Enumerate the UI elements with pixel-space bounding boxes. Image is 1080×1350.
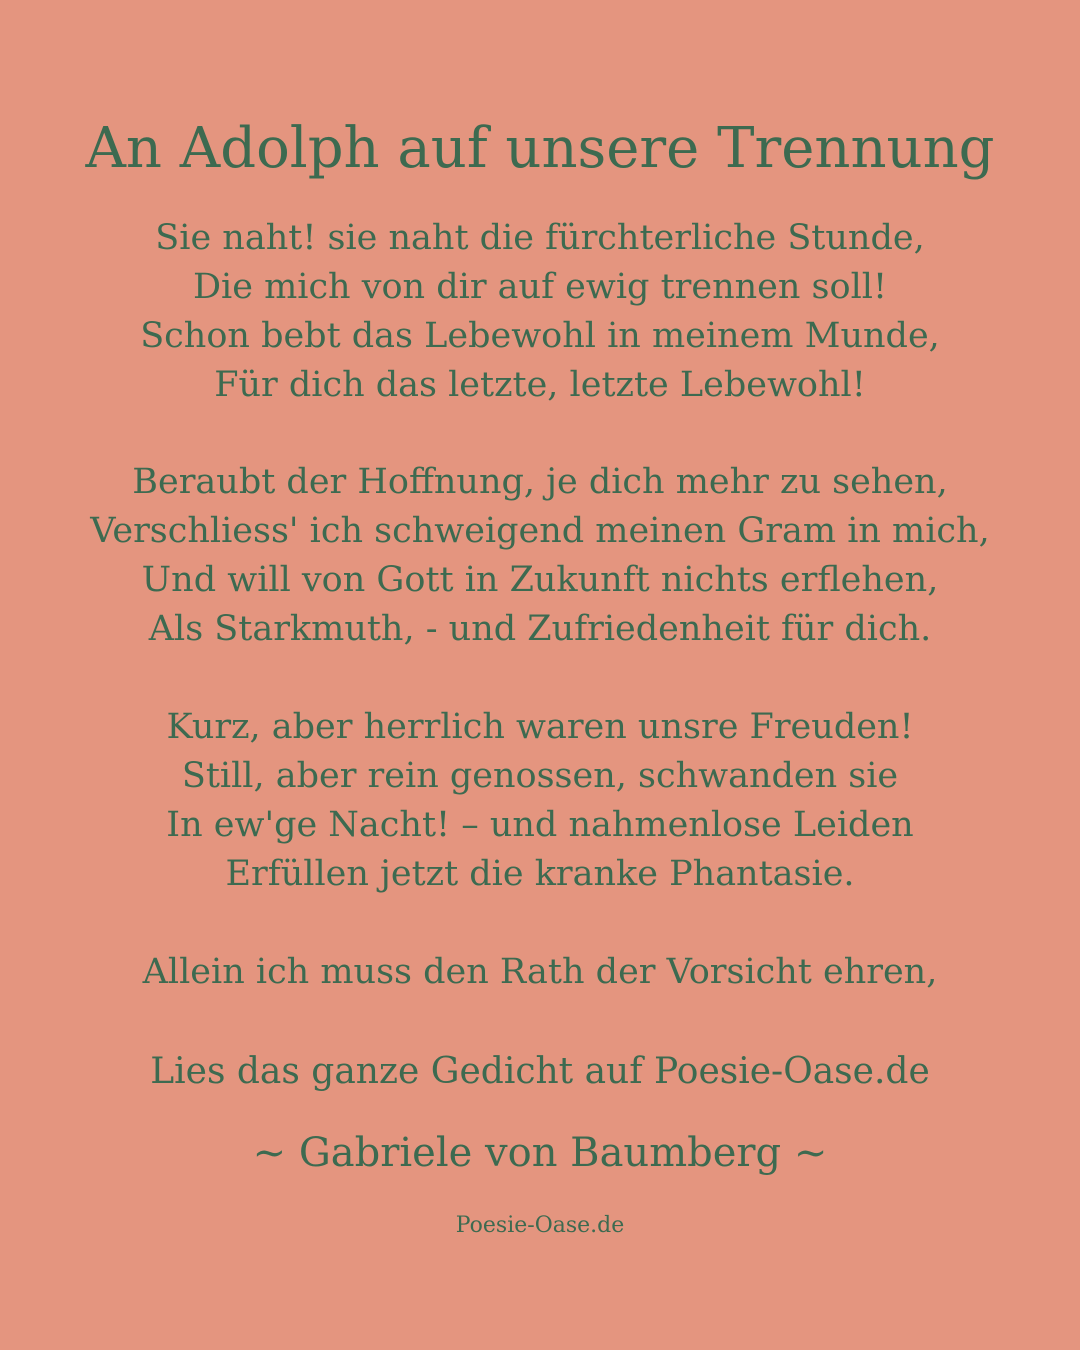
stanza-3: [0, 703, 1080, 899]
poem-line: Still, aber rein genossen, schwanden sie: [181, 756, 899, 796]
stanza-2: [0, 458, 1080, 654]
poem-line: Sie naht! sie naht die fürchterliche Stunde,: [155, 218, 925, 258]
site-footer: Poesie-Oase.de: [455, 1213, 625, 1238]
stanza-4: [0, 948, 1080, 997]
poem-line: Verschliess' ich schweigend meinen Gram in mich,: [90, 511, 990, 551]
poem-line: Für dich das letzte, letzte Lebewohl!: [214, 365, 866, 405]
poem-line: Und will von Gott in Zukunft nichts erflehen,: [141, 560, 939, 600]
poem-line: Allein ich muss den Rath der Vorsicht ehren,: [142, 952, 938, 992]
poem-line: In ew'ge Nacht! – und nahmenlose Leiden: [166, 805, 914, 845]
author-name: ~ Gabriele von Baumberg ~: [252, 1130, 828, 1176]
read-full-poem-text: Lies das ganze Gedicht auf Poesie-Oase.de: [150, 1051, 930, 1092]
poem-line: Als Starkmuth, - und Zufriedenheit für dich.: [148, 609, 932, 649]
poem-line: Erfüllen jetzt die kranke Phantasie.: [225, 854, 855, 894]
poem-line: Beraubt der Hoffnung, je dich mehr zu sehen,: [132, 462, 948, 502]
poem-line: Schon bebt das Lebewohl in meinem Munde,: [140, 316, 940, 356]
poem-line: Die mich von dir auf ewig trennen soll!: [192, 267, 888, 307]
poem-title: An Adolph auf unsere Trennung: [85, 116, 995, 181]
stanza-1: [0, 214, 1080, 410]
poem-line: Kurz, aber herrlich waren unsre Freuden!: [166, 707, 914, 747]
